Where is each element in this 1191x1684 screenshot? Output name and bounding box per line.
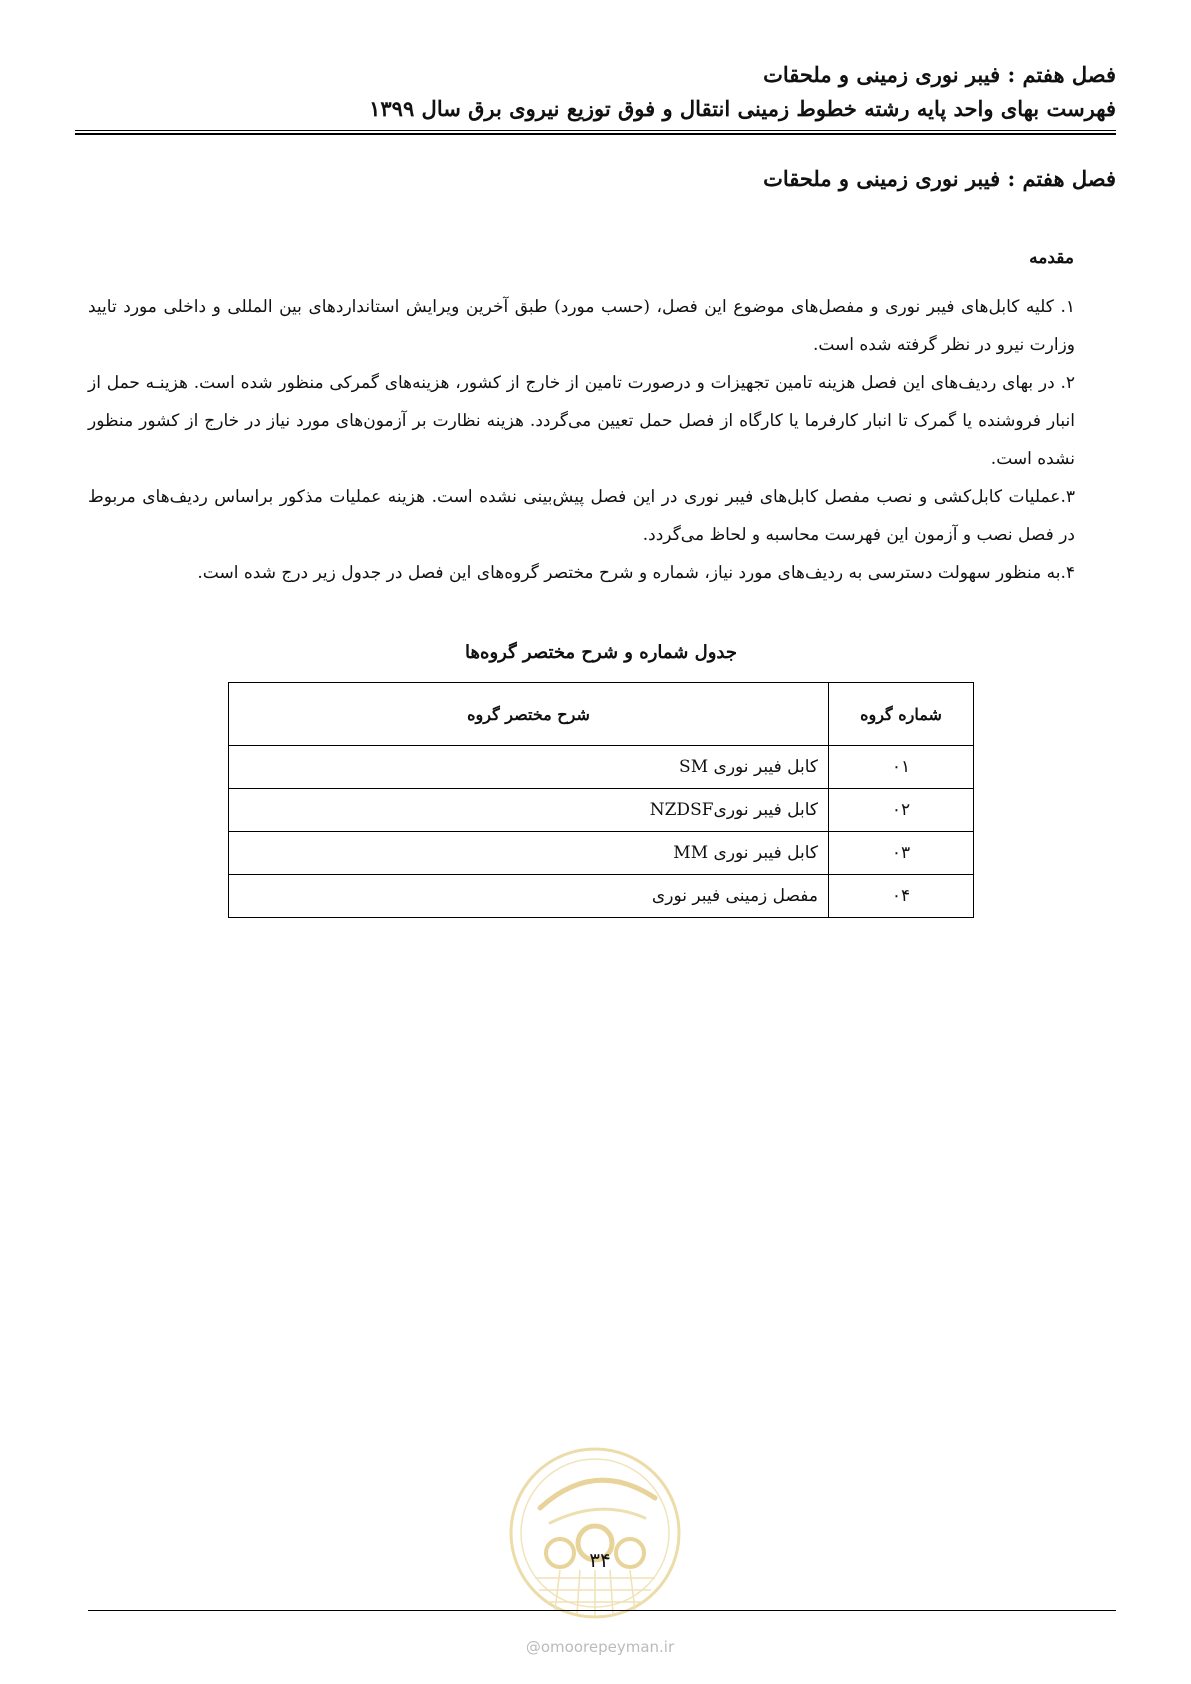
intro-heading: مقدمه — [1029, 248, 1074, 268]
intro-paragraph-2: ۲. در بهای ردیف‌های این فصل هزینه تامین تجهیزات و درصورت تامین از خارج از کشور، هزینه‌های گمرکی منظور شده است. هزینـه حمل از انبار فروشنده یا گمرک تا انبار کارفرما یا کارگاه از فصل حمل تعیین می‌گردد. هزینه نظارت بر آزمون‌های مورد نیاز در خارج از کشور منظور نشده است. — [88, 373, 1075, 469]
intro-paragraph-1: ۱. کلیه کابل‌های فیبر نوری و مفصل‌های موضوع این فصل، (حسب مورد) طبق آخرین ویرایش استانداردهای بین المللی و داخلی مورد تایید وزارت نیرو در نظر گرفته شده است. — [88, 297, 1075, 355]
table-row — [229, 789, 974, 832]
intro-paragraph-3: ۳.عملیات کابل‌کشی و نصب مفصل کابل‌های فیبر نوری در این فصل پیش‌بینی نشده است. هزینه عملیات مذکور براساس ردیف‌های مربوط در فصل نصب و آزمون این فهرست محاسبه و لحاظ می‌گردد. — [88, 487, 1075, 545]
table-caption: جدول شماره و شرح مختصر گروه‌ها — [465, 642, 737, 663]
header-catalog-title: فهرست بهای واحد پایه رشته خطوط زمینی انتقال و فوق توزیع نیروی برق سال ۱۳۹۹ — [369, 96, 1116, 121]
table-header-row — [229, 683, 974, 746]
intro-paragraphs — [88, 288, 1075, 592]
table-row — [229, 875, 974, 918]
header-divider-thin — [75, 130, 1116, 131]
group-description-cell: کابل فیبر نوری MM — [229, 832, 829, 875]
watermark-website: @omoorepeyman.ir — [525, 1638, 675, 1656]
chapter-title: فصل هفتم : فیبر نوری زمینی و ملحقات — [763, 166, 1116, 191]
group-number-cell: ۰۱ — [829, 746, 974, 789]
page-header — [75, 58, 1116, 126]
group-description-cell: مفصل زمینی فیبر نوری — [229, 875, 829, 918]
group-number-cell: ۰۳ — [829, 832, 974, 875]
watermark-seal-icon — [505, 1438, 685, 1628]
header-divider-thick — [75, 133, 1116, 135]
footer-divider — [88, 1610, 1116, 1611]
group-number-cell: ۰۲ — [829, 789, 974, 832]
header-group-number: شماره گروه — [829, 683, 974, 746]
table-row — [229, 746, 974, 789]
group-description-cell: کابل فیبر نوریNZDSF — [229, 789, 829, 832]
groups-table — [228, 682, 974, 918]
page-number: ۳۴ — [589, 1548, 611, 1572]
header-group-description: شرح مختصر گروه — [229, 683, 829, 746]
header-chapter: فصل هفتم : فیبر نوری زمینی و ملحقات — [763, 62, 1116, 87]
table-row — [229, 832, 974, 875]
group-number-cell: ۰۴ — [829, 875, 974, 918]
intro-paragraph-4: ۴.به منظور سهولت دسترسی به ردیف‌های مورد نیاز، شماره و شرح مختصر گروه‌های این فصل در جدول زیر درج شده است. — [197, 563, 1075, 583]
group-description-cell: کابل فیبر نوری SM — [229, 746, 829, 789]
